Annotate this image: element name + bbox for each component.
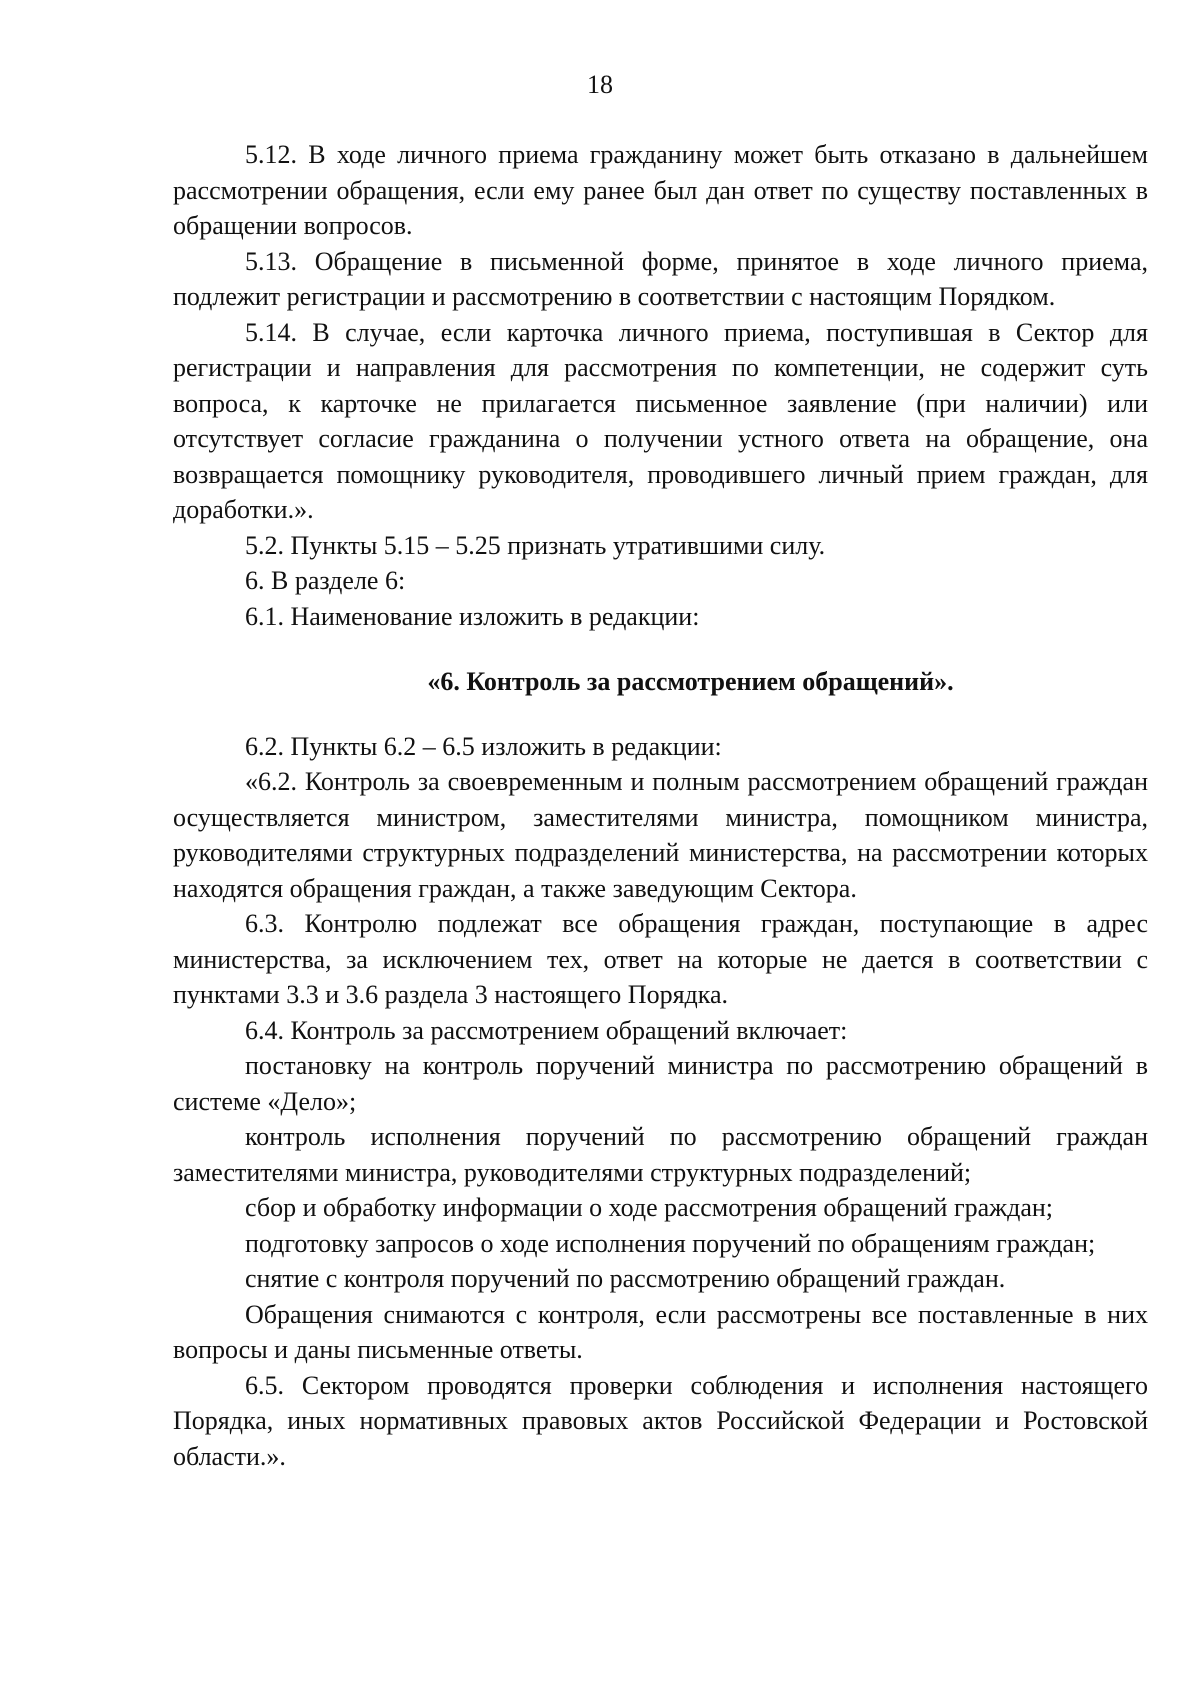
list-item-control-setup: постановку на контроль поручений министра по рассмотрению обращений в системе «Дело»; bbox=[173, 1051, 1148, 1116]
list-item-info-collection: сбор и обработку информации о ходе рассмотрения обращений граждан; bbox=[245, 1193, 1054, 1222]
paragraph-6-1: 6.1. Наименование изложить в редакции: bbox=[245, 601, 700, 631]
paragraph-6-4: 6.4. Контроль за рассмотрением обращений включает: bbox=[245, 1015, 848, 1045]
paragraph-6-2-intro: 6.2. Пункты 6.2 – 6.5 изложить в редакции: bbox=[245, 731, 722, 761]
paragraph-6: 6. В разделе 6: bbox=[245, 566, 406, 595]
list-item-requests: подготовку запросов о ходе исполнения поручений по обращениям граждан; bbox=[245, 1228, 1096, 1258]
list-item-removal: снятие с контроля поручений по рассмотрению обращений граждан. bbox=[245, 1264, 1006, 1293]
list-item-control-execution: контроль исполнения поручений по рассмотрению обращений граждан заместителями министра, руководителями структурных подразделений; bbox=[173, 1122, 1148, 1187]
paragraph-5-12: 5.12. В ходе личного приема гражданину может быть отказано в дальнейшем рассмотрении обращения, если ему ранее был дан ответ по существу поставленных в обращении вопросов. bbox=[173, 140, 1148, 240]
paragraph-6-5: 6.5. Сектором проводятся проверки соблюдения и исполнения настоящего Порядка, иных нормативных правовых актов Российской Федерации и Ростовской области.». bbox=[173, 1370, 1148, 1471]
paragraph-5-2: 5.2. Пункты 5.15 – 5.25 признать утратившими силу. bbox=[245, 530, 826, 560]
paragraph-5-13: 5.13. Обращение в письменной форме, принятое в ходе личного приема, подлежит регистрации и рассмотрению в соответствии с настоящим Порядком. bbox=[173, 246, 1148, 311]
page-number: 18 bbox=[587, 70, 613, 99]
paragraph-removal-condition: Обращения снимаются с контроля, если рассмотрены все поставленные в них вопросы и даны письменные ответы. bbox=[173, 1299, 1148, 1364]
paragraph-6-3: 6.3. Контролю подлежат все обращения граждан, поступающие в адрес министерства, за исключением тех, ответ на которые не дается в соответствии с пунктами 3.3 и 3.6 раздела 3 настоящего Порядка. bbox=[173, 909, 1148, 1009]
paragraph-6-2: «6.2. Контроль за своевременным и полным рассмотрением обращений граждан осуществляется министром, заместителями министра, помощником министра, руководителями структурных подразделений министерства, на рассмотрении которых находятся обращения граждан, а также заведующим Сектора. bbox=[173, 767, 1148, 903]
paragraph-5-14: 5.14. В случае, если карточка личного приема, поступившая в Сектор для регистрации и направления для рассмотрения по компетенции, не содержит суть вопроса, к карточке не прилагается письменное заявление (при наличии) или отсутствует согласие гражданина о получении устного ответа на обращение, она возвращается помощнику руководителя, проводившего личный прием граждан, для доработки.». bbox=[173, 317, 1148, 524]
section-heading: «6. Контроль за рассмотрением обращений». bbox=[427, 667, 954, 696]
document-body bbox=[173, 137, 1148, 1474]
